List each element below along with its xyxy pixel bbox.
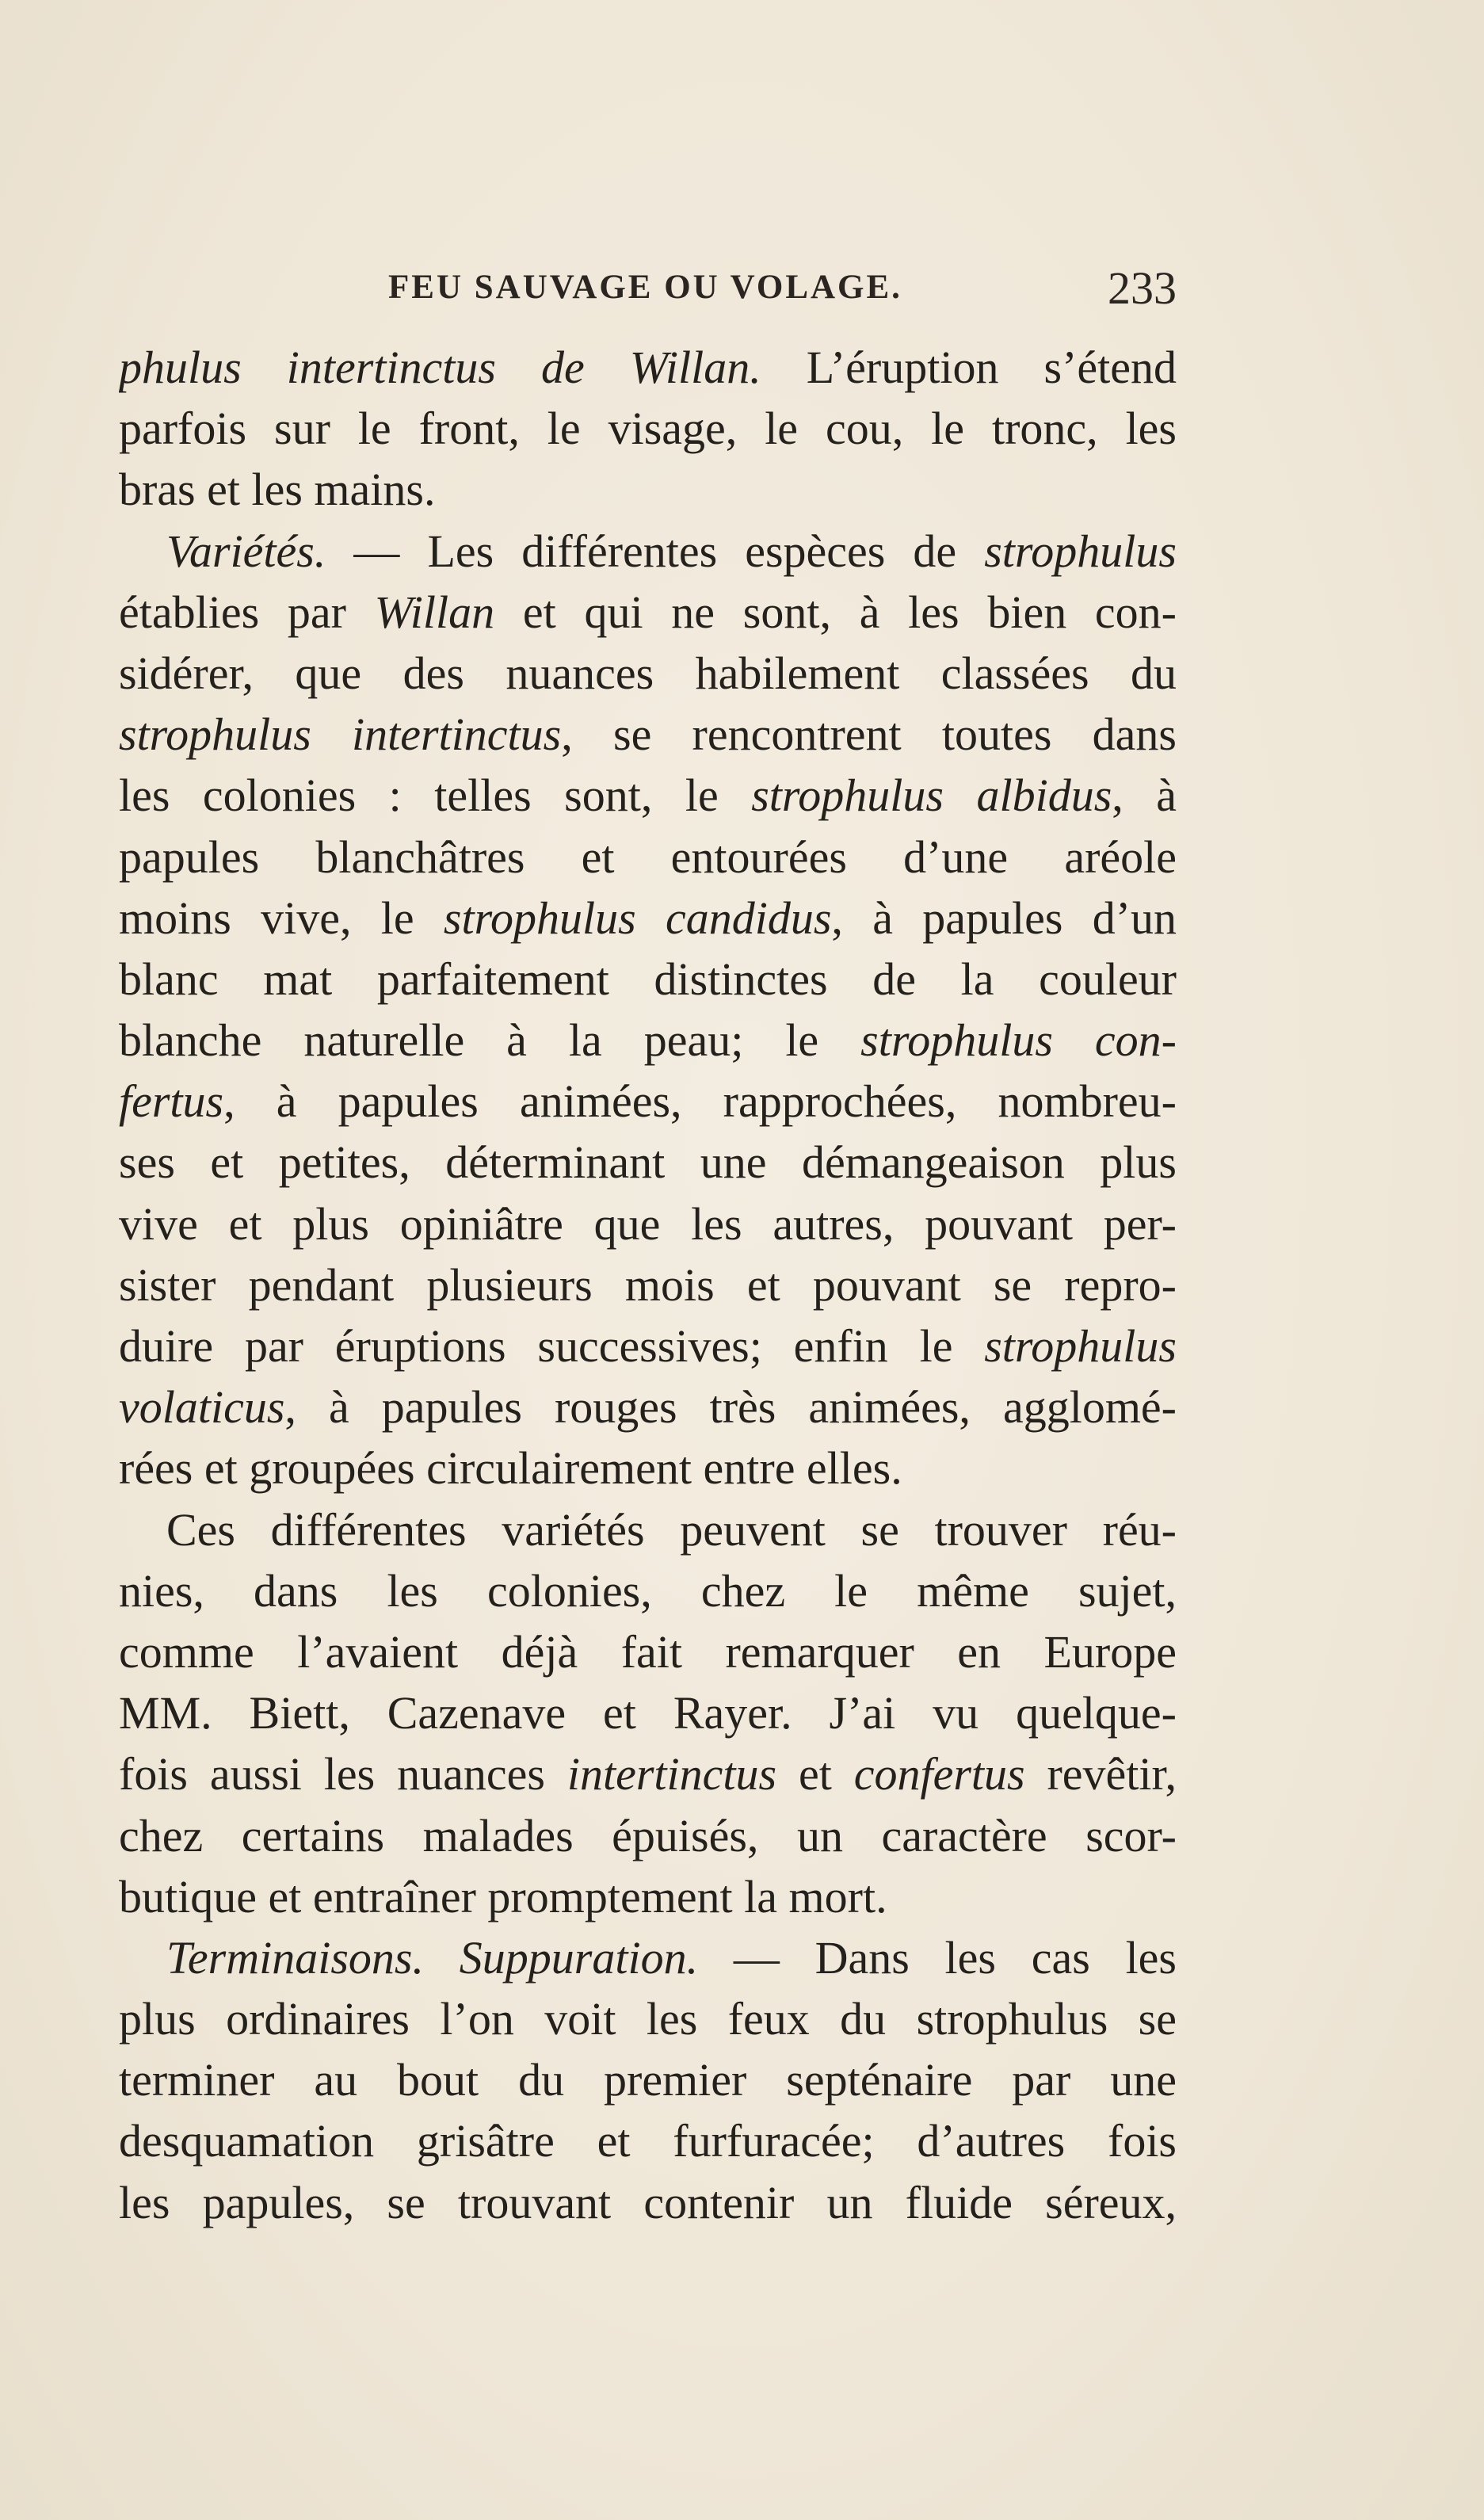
text-line	[119, 1499, 1177, 1560]
italic-text: Variétés.	[166, 525, 326, 577]
text-line	[119, 704, 1177, 765]
text-run: les colonies : telles sont, le	[119, 769, 752, 822]
text-line	[119, 1682, 1177, 1743]
italic-text: strophulus con-	[860, 1014, 1177, 1067]
text-line	[119, 1438, 1177, 1499]
text-run: rées et groupées circulairement entre elles.	[119, 1442, 902, 1495]
text-run: sidérer, que des nuances habilement classées du	[119, 647, 1177, 699]
text-line	[119, 643, 1177, 704]
text-run: , à	[1112, 769, 1177, 822]
text-line	[119, 1315, 1177, 1376]
text-line	[119, 1376, 1177, 1438]
text-run: et qui ne sont, à les bien con-	[494, 586, 1177, 638]
text-run: fois aussi les nuances	[119, 1748, 567, 1800]
text-run: Ces différentes variétés peuvent se trouver réu-	[166, 1503, 1177, 1556]
text-line	[119, 582, 1177, 643]
text-line	[119, 398, 1177, 459]
italic-text: fertus	[119, 1075, 224, 1128]
text-run: , à papules animées, rapprochées, nombreu-	[223, 1075, 1177, 1128]
text-line	[119, 1254, 1177, 1315]
text-line	[119, 1193, 1177, 1254]
text-line	[119, 2049, 1177, 2110]
text-run: moins vive, le	[119, 892, 444, 944]
text-run: — Les différentes espèces de	[326, 525, 985, 577]
text-run: nies, dans les colonies, chez le même sujet,	[119, 1564, 1177, 1617]
body-text	[119, 337, 1177, 2233]
text-line	[119, 1071, 1177, 1132]
text-run: et	[776, 1748, 854, 1800]
text-run: parfois sur le front, le visage, le cou, le tronc, les	[119, 403, 1177, 455]
italic-text: phulus intertinctus de Willan.	[119, 342, 761, 393]
text-line	[119, 1988, 1177, 2049]
text-run: — Dans les cas les	[698, 1931, 1177, 1984]
text-run: MM. Biett, Cazenave et Rayer. J’ai vu quelque-	[119, 1687, 1177, 1739]
italic-text: strophulus candidus	[443, 892, 832, 944]
text-run: duire par éruptions successives; enfin le	[119, 1320, 985, 1372]
text-run: blanche naturelle à la peau; le	[119, 1014, 861, 1067]
text-run: terminer au bout du premier septénaire par une	[119, 2054, 1177, 2106]
text-run: , à papules rouges très animées, agglomé-	[284, 1381, 1177, 1434]
page-number: 233	[1108, 262, 1177, 314]
italic-text: Willan	[374, 586, 495, 638]
italic-text: volaticus	[119, 1381, 285, 1434]
text-line	[119, 337, 1177, 398]
text-run: L’éruption s’étend	[761, 342, 1177, 393]
italic-text: confertus	[853, 1748, 1025, 1800]
text-line	[119, 1132, 1177, 1193]
text-line	[119, 459, 1177, 520]
text-run: comme l’avaient déjà fait remarquer en Europe	[119, 1625, 1177, 1678]
italic-text: Terminaisons. Suppuration.	[166, 1931, 699, 1984]
text-run: vive et plus opiniâtre que les autres, pouvant per-	[119, 1197, 1177, 1250]
text-run: revêtir,	[1024, 1748, 1177, 1800]
text-run: papules blanchâtres et entourées d’une aréole	[119, 830, 1177, 883]
text-line	[119, 1560, 1177, 1621]
text-line	[119, 2110, 1177, 2171]
running-title: FEU SAUVAGE OU VOLAGE.	[388, 269, 902, 306]
text-line	[119, 1805, 1177, 1866]
text-line	[119, 521, 1177, 582]
italic-text: strophulus	[984, 1320, 1177, 1372]
text-line	[119, 1621, 1177, 1682]
italic-text: strophulus intertinctus	[119, 708, 562, 761]
italic-text: strophulus	[984, 525, 1177, 577]
text-line	[119, 1010, 1177, 1071]
text-run: chez certains malades épuisés, un caractère scor-	[119, 1809, 1177, 1861]
text-run: les papules, se trouvant contenir un fluide séreux,	[119, 2176, 1177, 2228]
italic-text: strophulus albidus	[751, 769, 1112, 822]
text-run: blanc mat parfaitement distinctes de la couleur	[119, 953, 1177, 1005]
text-run: butique et entraîner promptement la mort.	[119, 1870, 887, 1922]
text-line	[119, 949, 1177, 1010]
text-run: , à papules d’un	[831, 892, 1177, 944]
page-header	[119, 262, 1177, 321]
text-line	[119, 1743, 1177, 1804]
italic-text: intertinctus	[567, 1748, 777, 1800]
text-line	[119, 1866, 1177, 1927]
text-line	[119, 827, 1177, 888]
text-line	[119, 765, 1177, 826]
text-run: bras et les mains.	[119, 464, 436, 516]
text-run: , se rencontrent toutes dans	[561, 708, 1177, 761]
text-line	[119, 2172, 1177, 2233]
text-run: plus ordinaires l’on voit les feux du strophulus se	[119, 1993, 1177, 2045]
text-line	[119, 888, 1177, 949]
text-run: ses et petites, déterminant une démangeaison plus	[119, 1136, 1177, 1189]
text-run: sister pendant plusieurs mois et pouvant se repro-	[119, 1258, 1177, 1311]
text-run: établies par	[119, 586, 375, 638]
text-line	[119, 1927, 1177, 1988]
text-run: desquamation grisâtre et furfuracée; d’autres fois	[119, 2115, 1177, 2167]
